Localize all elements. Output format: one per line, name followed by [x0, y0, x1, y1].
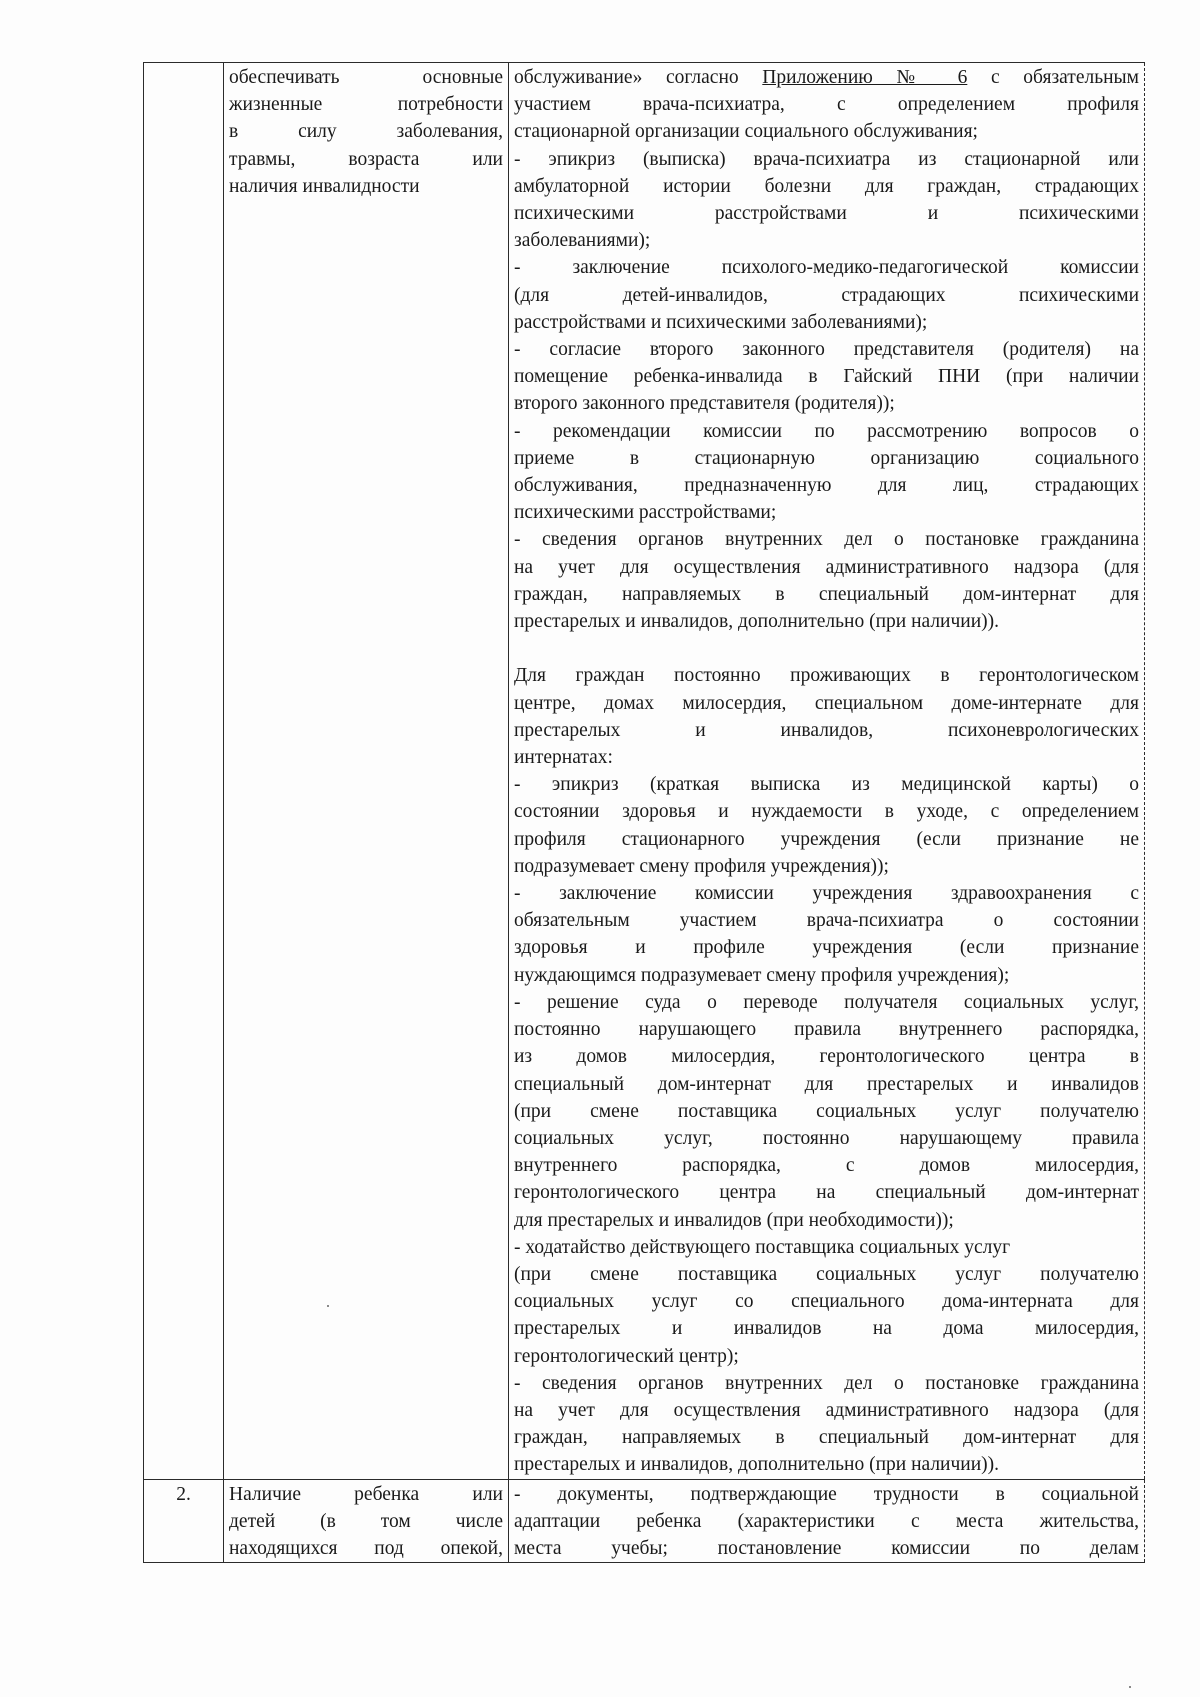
paragraph-gap — [514, 635, 1139, 662]
document-line: (при смене поставщика социальных услуг получателю — [514, 1263, 1139, 1285]
document-line: места учебы; постановление комиссии по делам — [514, 1537, 1139, 1559]
document-line: для престарелых и инвалидов (при необходимости)); — [514, 1209, 954, 1231]
document-line: интернатах: — [514, 747, 613, 769]
document-line: обязательным участием врача-психиатра о состоянии — [514, 910, 1139, 932]
condition-line: наличия инвалидности — [229, 175, 420, 197]
document-line: приеме в стационарную организацию социального — [514, 447, 1139, 469]
document-line: внутреннего распорядка, с домов милосердия, — [514, 1155, 1139, 1177]
document-line: подразумевает смену профиля учреждения)); — [514, 855, 889, 877]
document-line: престарелых и инвалидов, психоневрологических — [514, 719, 1139, 741]
document-line: геронтологический центр); — [514, 1345, 739, 1367]
document-line: амбулаторной истории болезни для граждан, страдающих — [514, 175, 1139, 197]
document-line: второго законного представителя (родителя)); — [514, 393, 895, 415]
document-line: - документы, подтверждающие трудности в социальной — [514, 1483, 1139, 1505]
document-line: - заключение комиссии учреждения здравоохранения с — [514, 883, 1139, 905]
documents-cell — [509, 1479, 1145, 1563]
document-line: центре, домах милосердия, специальном доме-интернате для — [514, 692, 1139, 714]
document-line-text: обслуживание» согласно — [514, 67, 763, 88]
scan-speck — [327, 1305, 329, 1307]
document-line: расстройствами и психическими заболеваниями); — [514, 311, 928, 333]
document-line: - ходатайство действующего поставщика социальных услуг — [514, 1236, 1011, 1258]
table-row — [144, 63, 1145, 1480]
document-line: профиля стационарного учреждения (если признание не — [514, 828, 1139, 850]
condition-line: жизненные потребности — [229, 94, 503, 116]
document-line: нуждающимся подразумевает смену профиля учреждения); — [514, 964, 1010, 986]
condition-line: обеспечивать основные — [229, 67, 503, 88]
condition-cell — [224, 63, 509, 1480]
document-line: на учет для осуществления административного надзора (для — [514, 556, 1139, 578]
table-row — [144, 1479, 1145, 1563]
document-line: - согласие второго законного представителя (родителя) на — [514, 339, 1139, 361]
document-line — [514, 64, 1139, 91]
document-line: специальный дом-интернат для престарелых и инвалидов — [514, 1073, 1139, 1095]
document-line: постоянно нарушающего правила внутреннего распорядка, — [514, 1019, 1139, 1041]
document-line: - эпикриз (выписка) врача-психиатра из стационарной или — [514, 148, 1139, 170]
condition-line: Наличие ребенка или — [229, 1483, 503, 1505]
document-line: на учет для осуществления административного надзора (для — [514, 1399, 1139, 1421]
row-number: 2. — [176, 1483, 191, 1505]
document-line: - эпикриз (краткая выписка из медицинской карты) о — [514, 774, 1139, 796]
document-line: помещение ребенка-инвалида в Гайский ПНИ (при наличии — [514, 366, 1139, 388]
document-line: - сведения органов внутренних дел о постановке гражданина — [514, 1372, 1139, 1394]
document-line: стационарной организации социального обслуживания; — [514, 121, 978, 143]
condition-line: детей (в том числе — [229, 1510, 503, 1532]
document-line: социальных услуг со специального дома-интерната для — [514, 1291, 1139, 1313]
document-line: престарелых и инвалидов на дома милосердия, — [514, 1318, 1139, 1340]
document-line: - заключение психолого-медико-педагогической комиссии — [514, 257, 1139, 279]
document-line: - сведения органов внутренних дел о постановке гражданина — [514, 529, 1139, 551]
row-number-cell — [144, 63, 224, 1480]
document-line: геронтологического центра на специальный дом-интернат — [514, 1182, 1139, 1204]
scan-speck — [1129, 1686, 1131, 1688]
document-line: граждан, направляемых в специальный дом-интернат для — [514, 583, 1139, 605]
document-line: здоровья и профиле учреждения (если признание — [514, 937, 1139, 959]
documents-cell — [509, 63, 1145, 1480]
document-line: (для детей-инвалидов, страдающих психическими — [514, 284, 1139, 306]
document-line: престарелых и инвалидов, дополнительно (при наличии)). — [514, 1454, 1000, 1476]
document-line: обслуживания, предназначенную для лиц, страдающих — [514, 475, 1139, 497]
appendix-link[interactable]: Приложению № 6 — [762, 67, 968, 88]
row-number-cell — [144, 1479, 224, 1563]
document-line: социальных услуг, постоянно нарушающему правила — [514, 1127, 1139, 1149]
document-line: состоянии здоровья и нуждаемости в уходе, с определением — [514, 801, 1139, 823]
document-line: Для граждан постоянно проживающих в геронтологическом — [514, 665, 1139, 687]
condition-line: в силу заболевания, — [229, 121, 503, 143]
condition-line: травмы, возраста или — [229, 148, 503, 170]
document-line: - решение суда о переводе получателя социальных услуг, — [514, 991, 1139, 1013]
document-line: психическими расстройствами и психическими — [514, 203, 1139, 225]
document-line: - рекомендации комиссии по рассмотрению вопросов о — [514, 420, 1139, 442]
document-line-text: с обязательным — [967, 67, 1139, 88]
condition-cell — [224, 1479, 509, 1563]
document-line: адаптации ребенка (характеристики с места жительства, — [514, 1510, 1139, 1532]
document-line: (при смене поставщика социальных услуг получателю — [514, 1100, 1139, 1122]
requirements-table — [143, 62, 1145, 1563]
document-line: участием врача-психиатра, с определением профиля — [514, 94, 1139, 116]
document-line: граждан, направляемых в специальный дом-интернат для — [514, 1427, 1139, 1449]
document-line: престарелых и инвалидов, дополнительно (при наличии)). — [514, 611, 1000, 633]
document-line: психическими расстройствами; — [514, 502, 777, 524]
document-line: заболеваниями); — [514, 230, 651, 252]
document-line: из домов милосердия, геронтологического центра в — [514, 1046, 1139, 1068]
condition-line: находящихся под опекой, — [229, 1537, 503, 1559]
